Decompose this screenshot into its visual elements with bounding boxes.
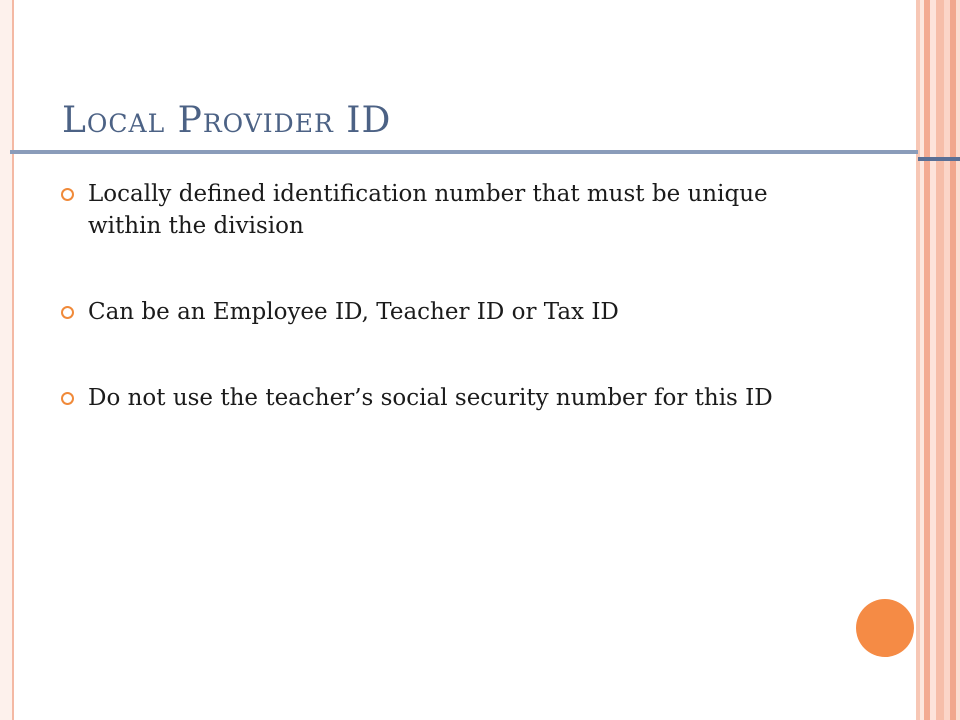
bullet-circle-icon <box>61 306 74 319</box>
bullet-circle-icon <box>61 188 74 201</box>
bullet-text: Locally defined identification number that must be unique within the division <box>88 181 768 239</box>
decorative-orange-circle <box>856 599 914 657</box>
bullet-item <box>60 382 840 414</box>
title-underline <box>10 150 918 154</box>
bullet-item <box>60 178 840 242</box>
left-decorative-border <box>0 0 14 720</box>
right-decorative-stripes <box>916 0 960 720</box>
slide-title: Local Provider ID <box>62 100 392 141</box>
bullet-item <box>60 296 840 328</box>
bullet-list <box>60 178 840 414</box>
bullet-text: Can be an Employee ID, Teacher ID or Tax ID <box>88 299 619 325</box>
bullet-text: Do not use the teacher’s social security number for this ID <box>88 385 773 411</box>
bullet-circle-icon <box>61 392 74 405</box>
title-underline-extension <box>918 157 960 161</box>
